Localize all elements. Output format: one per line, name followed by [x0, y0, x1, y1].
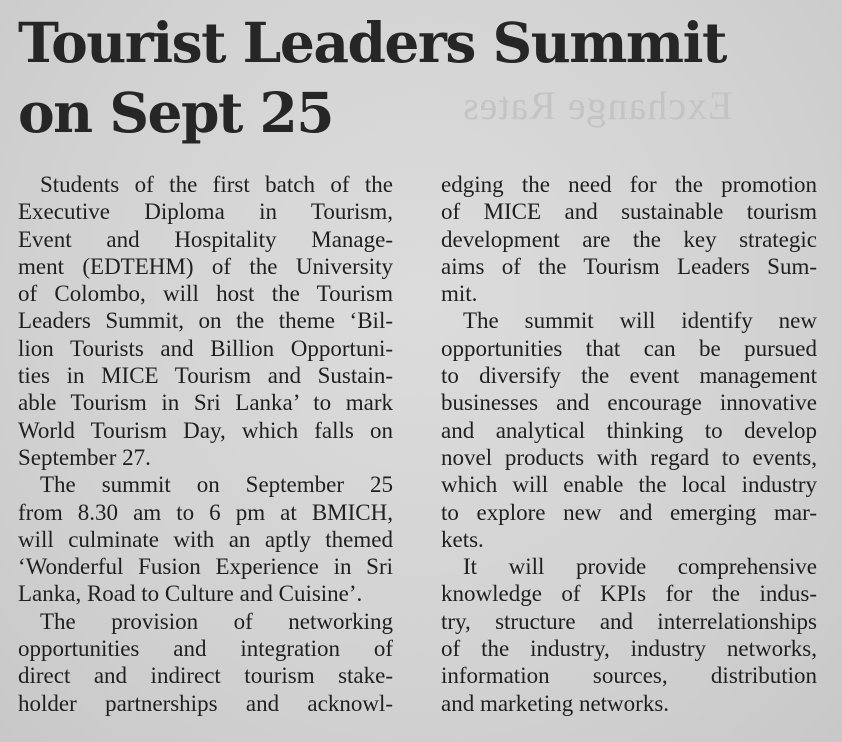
headline-line-1: Tourist Leaders Summit	[18, 10, 726, 75]
headline-line-2: on Sept 25	[18, 80, 334, 145]
article-text-line: and marketing networks.	[441, 690, 670, 716]
article-text-line: information sources, distribution	[441, 663, 817, 689]
article-text-line: holder partnerships and acknowl-	[18, 690, 393, 716]
article-text-line: will culminate with an aptly themed	[18, 526, 393, 552]
headline	[18, 8, 726, 148]
article-text-line: Event and Hospitality Manage-	[18, 226, 393, 252]
article-text-line: of Colombo, will host the Tourism	[18, 281, 393, 307]
article-text-line: to explore new and emerging mar-	[441, 499, 817, 525]
article-column-right	[441, 171, 817, 717]
article-text-line: opportunities that can be pursued	[441, 335, 817, 361]
article-text-line: The provision of networking	[40, 608, 393, 634]
article-column-left	[18, 171, 393, 717]
article-text-line: The summit will identify new	[463, 308, 817, 334]
article-text-line: development are the key strategic	[441, 226, 817, 252]
article-text-line: The summit on September 25	[40, 472, 393, 498]
article-text-line: ties in MICE Tourism and Sustain-	[18, 363, 393, 389]
article-text-line: aims of the Tourism Leaders Sum-	[441, 253, 817, 279]
article-text-line: kets.	[441, 526, 484, 552]
article-text-line: World Tourism Day, which falls on	[18, 417, 393, 443]
article-text-line: September 27.	[18, 444, 151, 470]
article-text-line: able Tourism in Sri Lanka’ to mark	[18, 390, 393, 416]
article-text-line: mit.	[441, 281, 478, 307]
article-text-line: which will enable the local industry	[441, 472, 817, 498]
article-text-line: Lanka, Road to Culture and Cuisine’.	[18, 581, 363, 607]
article-text-line: try, structure and interrelationships	[441, 608, 817, 634]
bleed-through-text: Exchange Rates	[462, 83, 733, 128]
article-text-line: lion Tourists and Billion Opportuni-	[18, 335, 393, 361]
article-text-line: Students of the first batch of the	[40, 172, 393, 197]
article-text-line: knowledge of KPIs for the indus-	[441, 581, 817, 607]
article-text-line: It will provide comprehensive	[463, 554, 817, 580]
article-text-line: ment (EDTEHM) of the University	[18, 253, 393, 279]
article-text-line: Leaders Summit, on the theme ‘Bil-	[18, 308, 393, 334]
article-text-line: of MICE and sustainable tourism	[441, 199, 817, 225]
article-text-line: and analytical thinking to develop	[441, 417, 817, 443]
article-text-line: businesses and encourage innovative	[441, 390, 817, 416]
article-text-line: opportunities and integration of	[18, 636, 393, 662]
article-text-line: from 8.30 am to 6 pm at BMICH,	[18, 499, 393, 525]
article-text-line: to diversify the event management	[441, 363, 817, 389]
article-text-line: edging the need for the promotion	[441, 172, 817, 197]
article-text-line: ‘Wonderful Fusion Experience in Sri	[18, 554, 393, 580]
article-text-line: direct and indirect tourism stake-	[18, 663, 393, 689]
article-text-line: Executive Diploma in Tourism,	[18, 199, 393, 225]
article-text-line: of the industry, industry networks,	[441, 636, 817, 662]
article-text-line: novel products with regard to events,	[441, 444, 817, 470]
